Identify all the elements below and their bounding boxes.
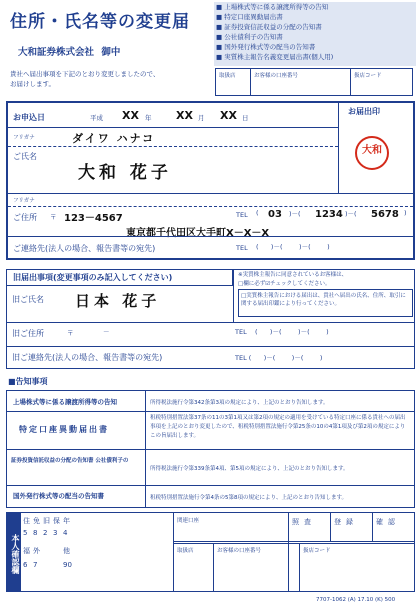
identity-check-label: 本人確認欄 [7, 513, 21, 591]
honorific: 御中 [101, 47, 121, 58]
date-label: お申込日 [13, 113, 45, 122]
old-name-value[interactable]: 日本 花子 [75, 292, 161, 310]
id-grid-cell: 旧 [43, 517, 50, 525]
notice-label-transfer: 上場株式等に係る譲渡所得等の告知 [13, 398, 117, 406]
notice-items-list [214, 2, 416, 66]
address-furigana-label: フリガナ [13, 198, 35, 204]
office-handling-label: 扱店コード [303, 548, 331, 554]
holder-note [238, 270, 413, 318]
review-cell: 確 [376, 518, 383, 526]
id-grid-cell: 年 [63, 517, 70, 525]
review-cell: 認 [388, 518, 395, 526]
holder-consent-text: □実質株主報告における届出は、貴社へ届出の氏名、住所、取引に関する届出印鑑により行ってください。 [241, 293, 406, 307]
old-address-label: 旧ご住所 [12, 329, 44, 338]
notice-text-distribution: 所得税法施行令第339条第4項、第5項の規定により、上記のとおり告知します。 [150, 466, 349, 472]
month-unit: 月 [198, 114, 205, 122]
notice-item: ■ 証券投資信託収益の分配の告知書 [216, 23, 322, 31]
notice-item: ■ 上場株式等に係る譲渡所得等の告知 [216, 3, 329, 11]
top-code-box [215, 68, 413, 96]
notice-text-transfer: 所得税法施行令第342条第3項の規定により、上記のとおり告知します。 [150, 400, 329, 406]
recipient [18, 44, 120, 58]
id-grid-cell: 8 [33, 529, 38, 537]
year-unit: 年 [145, 114, 152, 122]
id-grid-cell: 5 [23, 529, 28, 537]
id-grid-cell: 90 [63, 561, 72, 569]
id-grid-cell: 外 [33, 547, 40, 555]
old-heading: 旧届出事項(変更事項のみ記入してください) [13, 273, 173, 282]
office-use-block [6, 512, 415, 592]
id-grid-cell: 住 [23, 517, 30, 525]
notice-item: ■ 国外発行株式等の配当の告知書 [216, 43, 316, 51]
id-grid-cell: 福 [23, 547, 30, 555]
notice-table [6, 390, 415, 508]
notice-label-distribution: 証券投資信託収益の分配の告知書 公社債利子の [11, 458, 129, 464]
notice-item: ■ 公社債利子の告知書 [216, 33, 283, 41]
postal-code[interactable]: 123－4567 [64, 213, 123, 224]
notice-text-account: 租税特別措置法第37条の11の3第1項又は第2項の規定の適用を受けている特定口座に係る貴社への届出事項を上記のとおり変更したので、租税特別措置法施行令第25条の10の4第1項及び第2項の規定によりこの旨届出します。 [150, 415, 406, 439]
month-value[interactable]: XX [176, 109, 193, 122]
form-title: 住所・氏名等の変更届 [10, 12, 190, 32]
top-handling-label: 扱店コード [354, 73, 382, 79]
year-value[interactable]: XX [122, 109, 139, 122]
old-tel-label: TEL [235, 328, 247, 336]
review-cell: 録 [346, 518, 353, 526]
seal-text: 大和 [362, 145, 382, 156]
tel-local[interactable]: 1234 [315, 209, 343, 220]
tel-area[interactable]: 03 [268, 209, 282, 220]
top-account-label: お客様の口座番号 [254, 73, 299, 79]
old-contact-label: 旧ご連絡先(法人の場合、報告書等の宛先) [12, 353, 163, 362]
name-furigana-value[interactable]: ダイワ ハナコ [72, 132, 156, 145]
office-account-label: お客様の口座番号 [217, 548, 262, 554]
holder-note-lead: ※実質株主報告に同意されているお客様は、 [238, 272, 348, 278]
address-value[interactable]: 東京都千代田区大手町X－X－X [126, 228, 270, 239]
holder-note-lead2: □欄に必ず☑チェックしてください。 [238, 281, 331, 287]
id-grid-cell: 他 [63, 547, 70, 555]
intro-line-1: 貴社へ届出事項を下記のとおり変更しましたので、 [10, 70, 160, 78]
recipient-name: 大和証券株式会社 [18, 47, 95, 58]
id-grid-cell: 2 [43, 529, 48, 537]
era: 平成 [90, 114, 103, 122]
postal-mark: 〒 [50, 213, 57, 221]
id-grid-cell: 保 [53, 517, 60, 525]
address-label: ご住所 [13, 213, 37, 222]
id-grid-cell: 4 [63, 529, 68, 537]
review-cell: 照 [292, 518, 299, 526]
review-cell: 査 [304, 518, 311, 526]
office-branch-label: 取扱店 [177, 548, 194, 554]
footer-code: 7707-1062 (A) 17.10 (K) 500 [316, 597, 396, 603]
id-grid-cell: 6 [23, 561, 28, 569]
old-postal-mark: 〒 [67, 329, 74, 337]
holder-consent-checkbox[interactable] [238, 289, 413, 317]
intro-line-2: お届けします。 [10, 80, 55, 88]
contact-label: ご連絡先(法人の場合、報告書等の宛先) [13, 244, 156, 253]
tel-number[interactable]: 5678 [371, 209, 399, 220]
notice-item: ■ 実質株主報告名義変更届出書(個人用) [216, 53, 334, 61]
review-cell: 登 [334, 518, 341, 526]
related-account-label: 関連口座 [177, 518, 200, 524]
old-info-block: 旧届出事項(変更事項のみ記入してください) 旧ご氏名 日本 花子 旧ご住所 〒 － TEL ( )－( )－( ) 旧ご連絡先(法人の場合、報告書等の宛先) TEL ( )－( )－( ) [6, 269, 415, 369]
id-grid-cell: 免 [33, 517, 40, 525]
notice-label-account: 特定口座異動届出書 [19, 425, 109, 434]
notice-label-foreign: 国外発行株式等の配当の告知書 [13, 492, 104, 500]
contact-tel-label: TEL [236, 244, 248, 252]
old-name-label: 旧ご氏名 [12, 295, 44, 304]
top-branch-label: 取扱店 [219, 73, 236, 79]
notice-text-foreign: 租税特別措置法施行令第4条の5第8項の規定により、上記のとおり告知します。 [150, 495, 348, 501]
name-furigana-label: フリガナ [13, 135, 35, 141]
name-label: ご氏名 [13, 152, 37, 161]
notice-item: ■ 特定口座異動届出書 [216, 13, 283, 21]
id-grid-cell: 3 [53, 529, 58, 537]
day-value[interactable]: XX [220, 109, 237, 122]
seal-label: お届出印 [348, 107, 380, 116]
new-info-block: お届出印 大和 お申込日 平成 XX 年 XX 月 XX 日 フリガナ ダイワ ハナコ ご氏名 大和 花子 フリガナ ご住所 〒 123－4567 TEL ( 03 )－( 1234 )－( 5678 ) 東京都千代田区大手町X－X－X ご連絡先(法人の場合、報告書等の宛先) TEL ( )－( )－( ) [6, 101, 415, 260]
review-cells [290, 515, 412, 539]
registered-seal [355, 136, 389, 170]
id-grid-cell: 7 [33, 561, 38, 569]
day-unit: 日 [242, 114, 249, 122]
tel-label: TEL [236, 211, 248, 219]
name-value[interactable]: 大和 花子 [78, 163, 172, 183]
notices-heading: ■告知事項 [8, 377, 48, 386]
old-heading-box [7, 270, 233, 286]
